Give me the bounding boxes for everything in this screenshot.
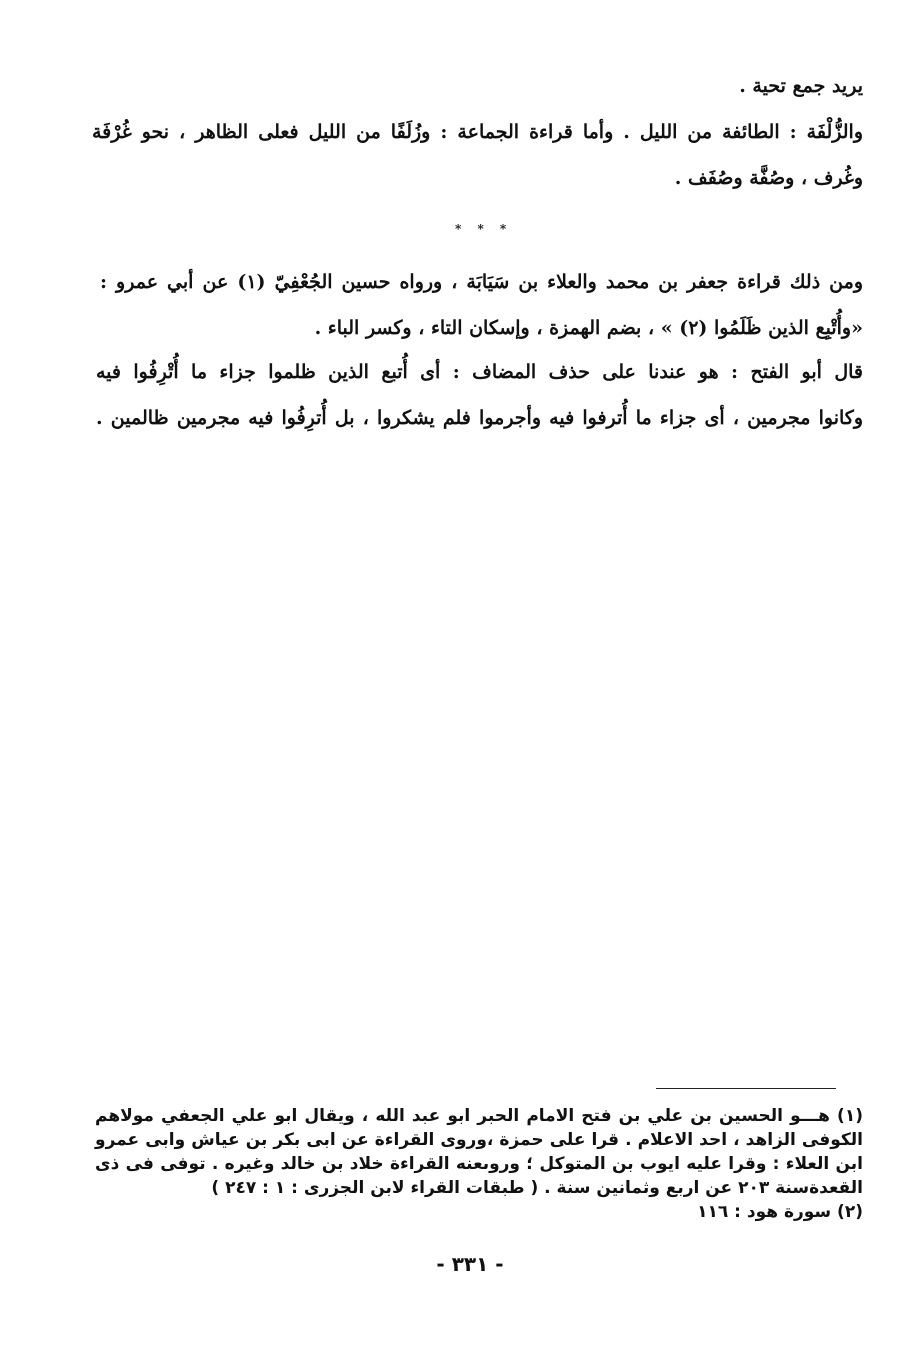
footnote-1-line-2: الكوفى الزاهد ، احد الاعلام . قرا على حمزة ،وروى القراءة عن ابى بكر بن عياش وابى عمرو [95,1130,863,1150]
section-separator: * * * [455,222,513,236]
body-line-2: والزُّلْفَة : الطائفة من الليل . وأما قراءة الجماعة : وزُلَفًا من الليل فعلى الظاهر ، نحو غُرْفَة [92,121,863,143]
body-para2-line-4: وكانوا مجرمين ، أى جزاء ما أُترفوا فيه وأجرموا فلم يشكروا ، بل أُترِفُوا فيه مجرمين ظالمين . [96,407,863,429]
body-line-1: يريد جمع تحية . [739,75,863,97]
footnote-divider [656,1088,836,1089]
body-para2-line-1: ومن ذلك قراءة جعفر بن محمد والعلاء بن سَيَابَة ، ورواه حسين الجُعْفِيّ (١) عن أبي عمرو : [100,271,863,293]
page-number: - ٣٣١ - [436,1252,504,1276]
body-para2-line-3: قال أبو الفتح : هو عندنا على حذف المضاف : أى أُتبع الذين ظلموا جزاء ما أُتْرِفُوا فيه [96,361,863,383]
footnote-1-line-1: (١) هـــو الحسين بن علي بن فتح الامام الحبر ابو عبد الله ، ويقال ابو علي الجعفي مولاهم [95,1106,863,1126]
body-para2-line-2: «وأُتْبِع الذين ظَلَمُوا (٢) » ، بضم الهمزة ، وإسكان التاء ، وكسر الباء . [314,317,863,339]
footnote-1-line-4: القعدةسنة ٢٠٣ عن اربع وثمانين سنة . ( طبقات القراء لابن الجزرى : ١ : ٢٤٧ ) [211,1178,863,1198]
footnote-2: (٢) سورة هود : ١١٦ [697,1202,863,1222]
body-line-3: وغُرف ، وصُفَّة وصُفَف . [674,167,863,189]
footnote-1-line-3: ابن العلاء : وقرا عليه ايوب بن المتوكل ؛ وروىعنه القراءة خلاد بن خالد وغيره . توفى فى ذى [95,1154,863,1174]
